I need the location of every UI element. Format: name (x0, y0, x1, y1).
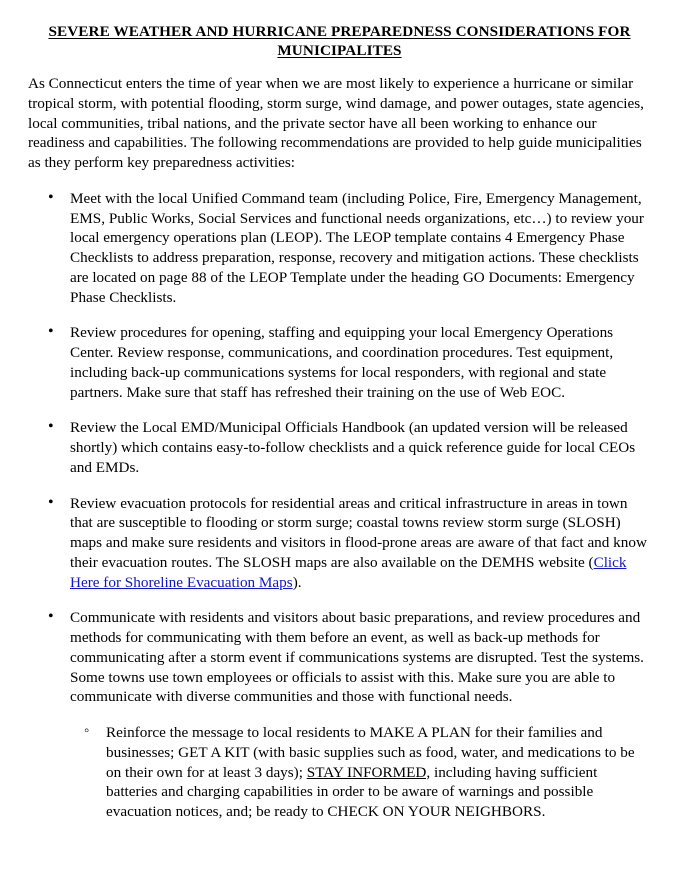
page-title (42, 22, 637, 60)
sub-bullet-text-before-underline: Reinforce the message to local residents to MAKE A PLAN for their families and businesses; GET A KIT (with basic supplies such as food, water, and medications to be on their own for at least 3 days); (106, 724, 635, 781)
stay-informed-emphasis: STAY INFORMED, (306, 763, 431, 781)
sub-bullet-text-after-underline: including having sufficient batteries and charging capabilities in order to be aware of warnings and possible evacuation notices, and; be ready to CHECK ON YOUR NEIGHBORS. (106, 763, 598, 820)
recommendations-list (28, 189, 651, 822)
bullet-text-5: Communicate with residents and visitors about basic preparations, and review procedures and methods for communicating with them before an event, as well as back-up methods for communicating after a storm event if communications systems are disrupted. Test the systems. Some towns use town employees or officials to assist with this. Make sure you are able to communicate with diverse communities and those with functional needs. (70, 609, 644, 706)
list-item (28, 323, 651, 402)
shoreline-evacuation-maps-link[interactable]: Click Here for Shoreline Evacuation Maps (70, 553, 627, 591)
list-item (28, 494, 651, 593)
list-item (28, 608, 651, 822)
list-item (28, 418, 651, 477)
intro-paragraph: As Connecticut enters the time of year when we are most likely to experience a hurricane or similar tropical storm, with potential flooding, storm surge, wind damage, and power outages, state agencies, local communities, tribal nations, and the private sector have all been working to enhance our readiness and capabilities. The following recommendations are provided to help guide municipalities as they perform key preparedness activities: (28, 75, 644, 171)
bullet-text-2: Review procedures for opening, staffing and equipping your local Emergency Operations Center. Review response, communications, and coordination procedures. Test equipment, including back-up communications systems for local responders, with regional and state partners. Make sure that staff has refreshed their training on the use of Web EOC. (70, 324, 614, 401)
page-title-line-1: SEVERE WEATHER AND HURRICANE PREPAREDNESS CONSIDERATIONS FOR (48, 23, 631, 40)
bullet-text-4-after-link: ). (292, 573, 302, 591)
bullet-text-4-before-link: Review evacuation protocols for residential areas and critical infrastructure in areas in town that are susceptible to flooding or storm surge; coastal towns review storm surge (SLOSH) maps and make sure residents and visitors in flood-prone areas are aware of that fact and know their evacuation routes. The SLOSH maps are also available on the DEMHS website ( (70, 494, 647, 571)
bullet-text-1: Meet with the local Unified Command team (including Police, Fire, Emergency Management, EMS, Public Works, Social Services and functional needs organizations, etc…) to review your local emergency operations plan (LEOP). The LEOP template contains 4 Emergency Phase Checklists to address preparation, response, recovery and mitigation actions. These checklists are located on page 88 of the LEOP Template under the heading GO Documents: Emergency Phase Checklists. (70, 189, 644, 306)
bullet-text-3: Review the Local EMD/Municipal Officials Handbook (an updated version will be released shortly) which contains easy-to-follow checklists and a quick reference guide for local CEOs and EMDs. (70, 419, 636, 476)
sub-list-item (70, 723, 651, 822)
list-item (28, 189, 651, 308)
sub-recommendations-list (70, 723, 651, 822)
page-title-line-2: MUNICIPALITES (277, 42, 402, 59)
